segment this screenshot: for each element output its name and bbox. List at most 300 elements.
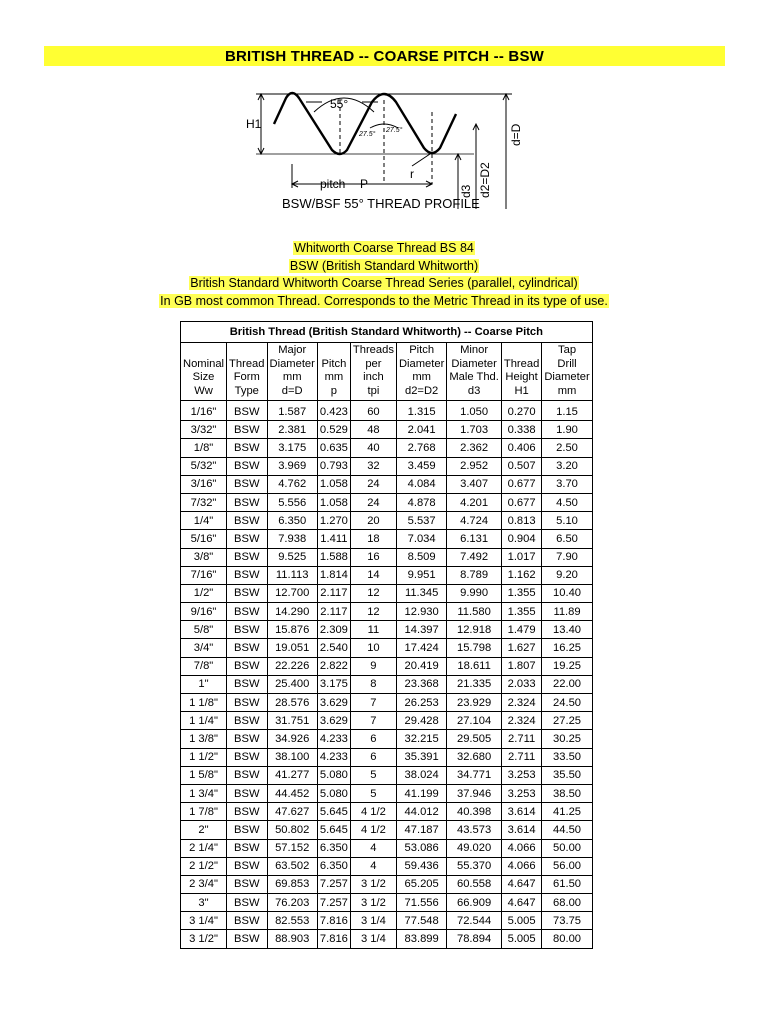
half-angle-right-label: 27.5° — [386, 127, 403, 134]
table-cell: 3 1/4 — [350, 912, 396, 930]
table-cell: 26.253 — [396, 694, 446, 712]
table-cell: BSW — [227, 675, 267, 693]
table-caption: British Thread (British Standard Whitworth) -- Coarse Pitch — [181, 322, 593, 343]
table-cell: 2.324 — [501, 694, 541, 712]
table-row — [181, 439, 593, 457]
table-cell: BSW — [227, 584, 267, 602]
table-cell: 37.946 — [447, 784, 502, 802]
table-cell: 3.175 — [267, 439, 317, 457]
column-header: Pitch mm p — [317, 343, 350, 401]
table-cell: 1.814 — [317, 566, 350, 584]
table-row — [181, 493, 593, 511]
table-cell: 27.25 — [542, 712, 592, 730]
table-cell: 1.807 — [501, 657, 541, 675]
table-cell: BSW — [227, 694, 267, 712]
table-cell: 3.407 — [447, 475, 502, 493]
table-cell: 1.15 — [542, 401, 592, 421]
table-cell: 5.005 — [501, 912, 541, 930]
table-cell: BSW — [227, 766, 267, 784]
table-cell: 3.20 — [542, 457, 592, 475]
table-cell: 3.70 — [542, 475, 592, 493]
table-cell: 11.580 — [447, 603, 502, 621]
table-cell: 1.017 — [501, 548, 541, 566]
table-cell: 3" — [181, 894, 227, 912]
table-cell: 3 1/4" — [181, 912, 227, 930]
table-cell: 71.556 — [396, 894, 446, 912]
table-cell: 4 1/2 — [350, 821, 396, 839]
table-cell: BSW — [227, 457, 267, 475]
table-cell: 7.816 — [317, 930, 350, 948]
table-cell: 29.505 — [447, 730, 502, 748]
table-row — [181, 803, 593, 821]
table-row — [181, 621, 593, 639]
table-cell: 23.368 — [396, 675, 446, 693]
table-cell: 32 — [350, 457, 396, 475]
table-cell: 7 — [350, 694, 396, 712]
column-header: Threads per inch tpi — [350, 343, 396, 401]
table-row — [181, 694, 593, 712]
table-cell: 76.203 — [267, 894, 317, 912]
table-cell: 44.012 — [396, 803, 446, 821]
table-cell: 1.411 — [317, 530, 350, 548]
table-cell: BSW — [227, 839, 267, 857]
table-cell: BSW — [227, 821, 267, 839]
table-cell: 1/4" — [181, 512, 227, 530]
table-cell: BSW — [227, 548, 267, 566]
table-cell: 1 7/8" — [181, 803, 227, 821]
table-cell: 1/2" — [181, 584, 227, 602]
table-cell: BSW — [227, 730, 267, 748]
table-cell: 41.199 — [396, 784, 446, 802]
table-cell: 1.058 — [317, 475, 350, 493]
table-cell: 1.627 — [501, 639, 541, 657]
table-cell: BSW — [227, 621, 267, 639]
table-cell: 1 1/4" — [181, 712, 227, 730]
table-cell: 6 — [350, 748, 396, 766]
table-cell: 4.878 — [396, 493, 446, 511]
table-cell: 0.529 — [317, 421, 350, 439]
table-cell: 50.802 — [267, 821, 317, 839]
table-cell: BSW — [227, 657, 267, 675]
table-cell: 2.117 — [317, 603, 350, 621]
table-row — [181, 548, 593, 566]
table-cell: 33.50 — [542, 748, 592, 766]
table-cell: BSW — [227, 603, 267, 621]
table-cell: 7/32" — [181, 493, 227, 511]
table-cell: 7.257 — [317, 894, 350, 912]
table-cell: 66.909 — [447, 894, 502, 912]
table-cell: 0.270 — [501, 401, 541, 421]
table-cell: 72.544 — [447, 912, 502, 930]
table-cell: BSW — [227, 875, 267, 893]
table-row — [181, 766, 593, 784]
table-cell: 5.080 — [317, 784, 350, 802]
table-cell: 56.00 — [542, 857, 592, 875]
table-cell: 9.990 — [447, 584, 502, 602]
table-cell: 10 — [350, 639, 396, 657]
column-header: Thread Height H1 — [501, 343, 541, 401]
table-cell: 9/16" — [181, 603, 227, 621]
thread-description — [0, 240, 768, 310]
table-cell: 2.50 — [542, 439, 592, 457]
table-cell: BSW — [227, 894, 267, 912]
table-cell: 25.400 — [267, 675, 317, 693]
table-cell: 32.680 — [447, 748, 502, 766]
table-cell: BSW — [227, 530, 267, 548]
table-row — [181, 401, 593, 421]
table-cell: 18 — [350, 530, 396, 548]
table-cell: 0.338 — [501, 421, 541, 439]
table-cell: 30.25 — [542, 730, 592, 748]
table-cell: 2 3/4" — [181, 875, 227, 893]
table-cell: 4.233 — [317, 730, 350, 748]
table-cell: 14.290 — [267, 603, 317, 621]
table-cell: 3 1/4 — [350, 930, 396, 948]
table-cell: 68.00 — [542, 894, 592, 912]
table-cell: 6.131 — [447, 530, 502, 548]
table-cell: 82.553 — [267, 912, 317, 930]
table-cell: 1.162 — [501, 566, 541, 584]
table-row — [181, 584, 593, 602]
table-cell: 15.876 — [267, 621, 317, 639]
r-label: r — [410, 167, 414, 181]
table-cell: 1 3/4" — [181, 784, 227, 802]
table-cell: 4.084 — [396, 475, 446, 493]
table-cell: 1.050 — [447, 401, 502, 421]
table-cell: 5/16" — [181, 530, 227, 548]
table-header-row — [181, 343, 593, 401]
table-cell: 2" — [181, 821, 227, 839]
table-cell: 2.324 — [501, 712, 541, 730]
table-cell: 8.789 — [447, 566, 502, 584]
table-cell: 12.930 — [396, 603, 446, 621]
table-cell: 4.50 — [542, 493, 592, 511]
table-cell: 2.041 — [396, 421, 446, 439]
table-cell: 0.813 — [501, 512, 541, 530]
table-cell: 48 — [350, 421, 396, 439]
table-cell: 60 — [350, 401, 396, 421]
table-row — [181, 894, 593, 912]
table-cell: 5 — [350, 784, 396, 802]
table-cell: 3/16" — [181, 475, 227, 493]
table-cell: 53.086 — [396, 839, 446, 857]
table-cell: 0.507 — [501, 457, 541, 475]
table-cell: 3.175 — [317, 675, 350, 693]
table-cell: 20.419 — [396, 657, 446, 675]
table-row — [181, 839, 593, 857]
table-cell: 6.350 — [267, 512, 317, 530]
table-cell: 22.00 — [542, 675, 592, 693]
table-cell: BSW — [227, 930, 267, 948]
table-cell: 2.033 — [501, 675, 541, 693]
table-cell: 3 1/2 — [350, 894, 396, 912]
table-cell: 3.459 — [396, 457, 446, 475]
table-cell: 4.066 — [501, 839, 541, 857]
table-cell: 41.25 — [542, 803, 592, 821]
table-cell: 2.309 — [317, 621, 350, 639]
table-cell: 1 1/8" — [181, 694, 227, 712]
table-cell: 7.492 — [447, 548, 502, 566]
table-cell: 5 — [350, 766, 396, 784]
d-label: d=D — [509, 123, 523, 146]
table-cell: 80.00 — [542, 930, 592, 948]
table-cell: 0.406 — [501, 439, 541, 457]
table-cell: 1.058 — [317, 493, 350, 511]
table-cell: 4.647 — [501, 875, 541, 893]
table-cell: 1.587 — [267, 401, 317, 421]
table-cell: 20 — [350, 512, 396, 530]
table-cell: 2.952 — [447, 457, 502, 475]
table-cell: 17.424 — [396, 639, 446, 657]
table-cell: 5.10 — [542, 512, 592, 530]
table-cell: 49.020 — [447, 839, 502, 857]
table-cell: 11 — [350, 621, 396, 639]
table-cell: 41.277 — [267, 766, 317, 784]
table-cell: BSW — [227, 493, 267, 511]
table-cell: 2.822 — [317, 657, 350, 675]
table-cell: 27.104 — [447, 712, 502, 730]
table-cell: 24 — [350, 475, 396, 493]
table-cell: 40.398 — [447, 803, 502, 821]
table-row — [181, 748, 593, 766]
profile-caption: BSW/BSF 55° THREAD PROFILE — [282, 196, 480, 211]
table-cell: 83.899 — [396, 930, 446, 948]
table-cell: 3/8" — [181, 548, 227, 566]
table-cell: 78.894 — [447, 930, 502, 948]
table-cell: 47.627 — [267, 803, 317, 821]
table-cell: 5.080 — [317, 766, 350, 784]
table-cell: 23.929 — [447, 694, 502, 712]
table-cell: 3.614 — [501, 821, 541, 839]
table-cell: 4 — [350, 857, 396, 875]
table-cell: 1/16" — [181, 401, 227, 421]
table-cell: 6.50 — [542, 530, 592, 548]
table-row — [181, 530, 593, 548]
table-cell: 10.40 — [542, 584, 592, 602]
thread-table — [180, 321, 593, 949]
table-cell: 1 3/8" — [181, 730, 227, 748]
table-row — [181, 730, 593, 748]
table-cell: 9.525 — [267, 548, 317, 566]
table-cell: 24.50 — [542, 694, 592, 712]
table-cell: 1.315 — [396, 401, 446, 421]
table-cell: BSW — [227, 712, 267, 730]
table-cell: BSW — [227, 439, 267, 457]
info-line: British Standard Whitworth Coarse Thread Series (parallel, cylindrical) — [190, 276, 578, 290]
table-cell: 2.540 — [317, 639, 350, 657]
table-row — [181, 857, 593, 875]
table-row — [181, 657, 593, 675]
table-cell: 29.428 — [396, 712, 446, 730]
table-cell: 3.253 — [501, 766, 541, 784]
table-cell: 1.355 — [501, 584, 541, 602]
table-cell: 0.677 — [501, 493, 541, 511]
table-cell: 16 — [350, 548, 396, 566]
table-cell: 34.771 — [447, 766, 502, 784]
pitch-label: pitch — [320, 177, 346, 191]
table-cell: 7.034 — [396, 530, 446, 548]
table-cell: 15.798 — [447, 639, 502, 657]
table-cell: 5/8" — [181, 621, 227, 639]
table-cell: 3.614 — [501, 803, 541, 821]
thread-profile-diagram — [244, 84, 524, 218]
table-cell: 2 1/2" — [181, 857, 227, 875]
table-cell: 7.257 — [317, 875, 350, 893]
table-row — [181, 912, 593, 930]
table-cell: 3.629 — [317, 694, 350, 712]
table-cell: 1.479 — [501, 621, 541, 639]
table-cell: 4.724 — [447, 512, 502, 530]
table-cell: BSW — [227, 566, 267, 584]
table-cell: 6.350 — [317, 839, 350, 857]
table-cell: 4.647 — [501, 894, 541, 912]
table-cell: 9 — [350, 657, 396, 675]
table-cell: 5.556 — [267, 493, 317, 511]
column-header: Tap Drill Diameter mm — [542, 343, 592, 401]
table-cell: 77.548 — [396, 912, 446, 930]
table-cell: BSW — [227, 639, 267, 657]
column-header: Major Diameter mm d=D — [267, 343, 317, 401]
table-row — [181, 457, 593, 475]
table-cell: 2.362 — [447, 439, 502, 457]
table-cell: 8.509 — [396, 548, 446, 566]
table-cell: 18.611 — [447, 657, 502, 675]
table-cell: 9.951 — [396, 566, 446, 584]
table-cell: 7/16" — [181, 566, 227, 584]
table-cell: 1" — [181, 675, 227, 693]
table-cell: 4.233 — [317, 748, 350, 766]
p-label: P — [360, 177, 369, 191]
table-cell: 59.436 — [396, 857, 446, 875]
table-cell: 9.20 — [542, 566, 592, 584]
table-cell: 3.253 — [501, 784, 541, 802]
table-cell: 0.904 — [501, 530, 541, 548]
table-cell: 12.700 — [267, 584, 317, 602]
table-cell: 1 5/8" — [181, 766, 227, 784]
page-title: BRITISH THREAD -- COARSE PITCH -- BSW — [44, 46, 725, 66]
table-cell: 4.201 — [447, 493, 502, 511]
table-cell: 2.117 — [317, 584, 350, 602]
table-cell: 61.50 — [542, 875, 592, 893]
table-cell: 44.50 — [542, 821, 592, 839]
table-cell: 88.903 — [267, 930, 317, 948]
info-line: In GB most common Thread. Corresponds to the Metric Thread in its type of use. — [160, 293, 608, 308]
table-cell: BSW — [227, 475, 267, 493]
table-cell: 7/8" — [181, 657, 227, 675]
table-cell: 12 — [350, 584, 396, 602]
table-cell: 12.918 — [447, 621, 502, 639]
table-cell: 22.226 — [267, 657, 317, 675]
table-cell: 3.969 — [267, 457, 317, 475]
table-cell: 1.355 — [501, 603, 541, 621]
table-cell: 2 1/4" — [181, 839, 227, 857]
table-cell: 3.629 — [317, 712, 350, 730]
table-row — [181, 930, 593, 948]
table-row — [181, 421, 593, 439]
table-row — [181, 639, 593, 657]
table-cell: 0.423 — [317, 401, 350, 421]
table-cell: BSW — [227, 912, 267, 930]
table-cell: 19.25 — [542, 657, 592, 675]
table-cell: 47.187 — [396, 821, 446, 839]
table-cell: 65.205 — [396, 875, 446, 893]
table-cell: 5.645 — [317, 821, 350, 839]
table-row — [181, 512, 593, 530]
table-cell: 34.926 — [267, 730, 317, 748]
table-cell: 35.391 — [396, 748, 446, 766]
table-cell: 38.50 — [542, 784, 592, 802]
table-cell: BSW — [227, 784, 267, 802]
table-cell: 55.370 — [447, 857, 502, 875]
table-cell: BSW — [227, 421, 267, 439]
table-cell: 6.350 — [317, 857, 350, 875]
table-cell: 0.793 — [317, 457, 350, 475]
table-cell: 43.573 — [447, 821, 502, 839]
table-cell: 4 1/2 — [350, 803, 396, 821]
table-cell: 3 1/2" — [181, 930, 227, 948]
table-cell: BSW — [227, 401, 267, 421]
table-row — [181, 712, 593, 730]
table-cell: 4 — [350, 839, 396, 857]
table-cell: 21.335 — [447, 675, 502, 693]
table-cell: BSW — [227, 748, 267, 766]
column-header: Minor Diameter Male Thd. d3 — [447, 343, 502, 401]
info-line: BSW (British Standard Whitworth) — [289, 258, 479, 273]
column-header: Nominal Size Ww — [181, 343, 227, 401]
table-cell: 2.381 — [267, 421, 317, 439]
h1-label: H1 — [246, 117, 262, 131]
table-cell: 28.576 — [267, 694, 317, 712]
table-cell: 6 — [350, 730, 396, 748]
info-line: Whitworth Coarse Thread BS 84 — [294, 241, 474, 255]
table-cell: 7.938 — [267, 530, 317, 548]
table-cell: 7.816 — [317, 912, 350, 930]
table-cell: 0.677 — [501, 475, 541, 493]
table-cell: BSW — [227, 803, 267, 821]
table-cell: 32.215 — [396, 730, 446, 748]
table-row — [181, 475, 593, 493]
table-cell: 7 — [350, 712, 396, 730]
table-cell: 5.645 — [317, 803, 350, 821]
table-row — [181, 603, 593, 621]
table-cell: 13.40 — [542, 621, 592, 639]
table-cell: 5.537 — [396, 512, 446, 530]
table-cell: 2.711 — [501, 730, 541, 748]
table-cell: 44.452 — [267, 784, 317, 802]
table-cell: 35.50 — [542, 766, 592, 784]
table-cell: 14 — [350, 566, 396, 584]
table-cell: 16.25 — [542, 639, 592, 657]
table-cell: 5/32" — [181, 457, 227, 475]
table-row — [181, 784, 593, 802]
table-cell: 2.711 — [501, 748, 541, 766]
d3-label: d3 — [459, 184, 473, 198]
table-cell: BSW — [227, 512, 267, 530]
table-cell: 38.100 — [267, 748, 317, 766]
table-cell: 69.853 — [267, 875, 317, 893]
angle-label: 55° — [330, 97, 349, 111]
table-cell: 3 1/2 — [350, 875, 396, 893]
table-row — [181, 875, 593, 893]
table-cell: 5.005 — [501, 930, 541, 948]
table-cell: 60.558 — [447, 875, 502, 893]
table-cell: 1.90 — [542, 421, 592, 439]
table-cell: 14.397 — [396, 621, 446, 639]
table-cell: 50.00 — [542, 839, 592, 857]
table-cell: 40 — [350, 439, 396, 457]
table-body — [181, 401, 593, 949]
table-cell: 3/4" — [181, 639, 227, 657]
